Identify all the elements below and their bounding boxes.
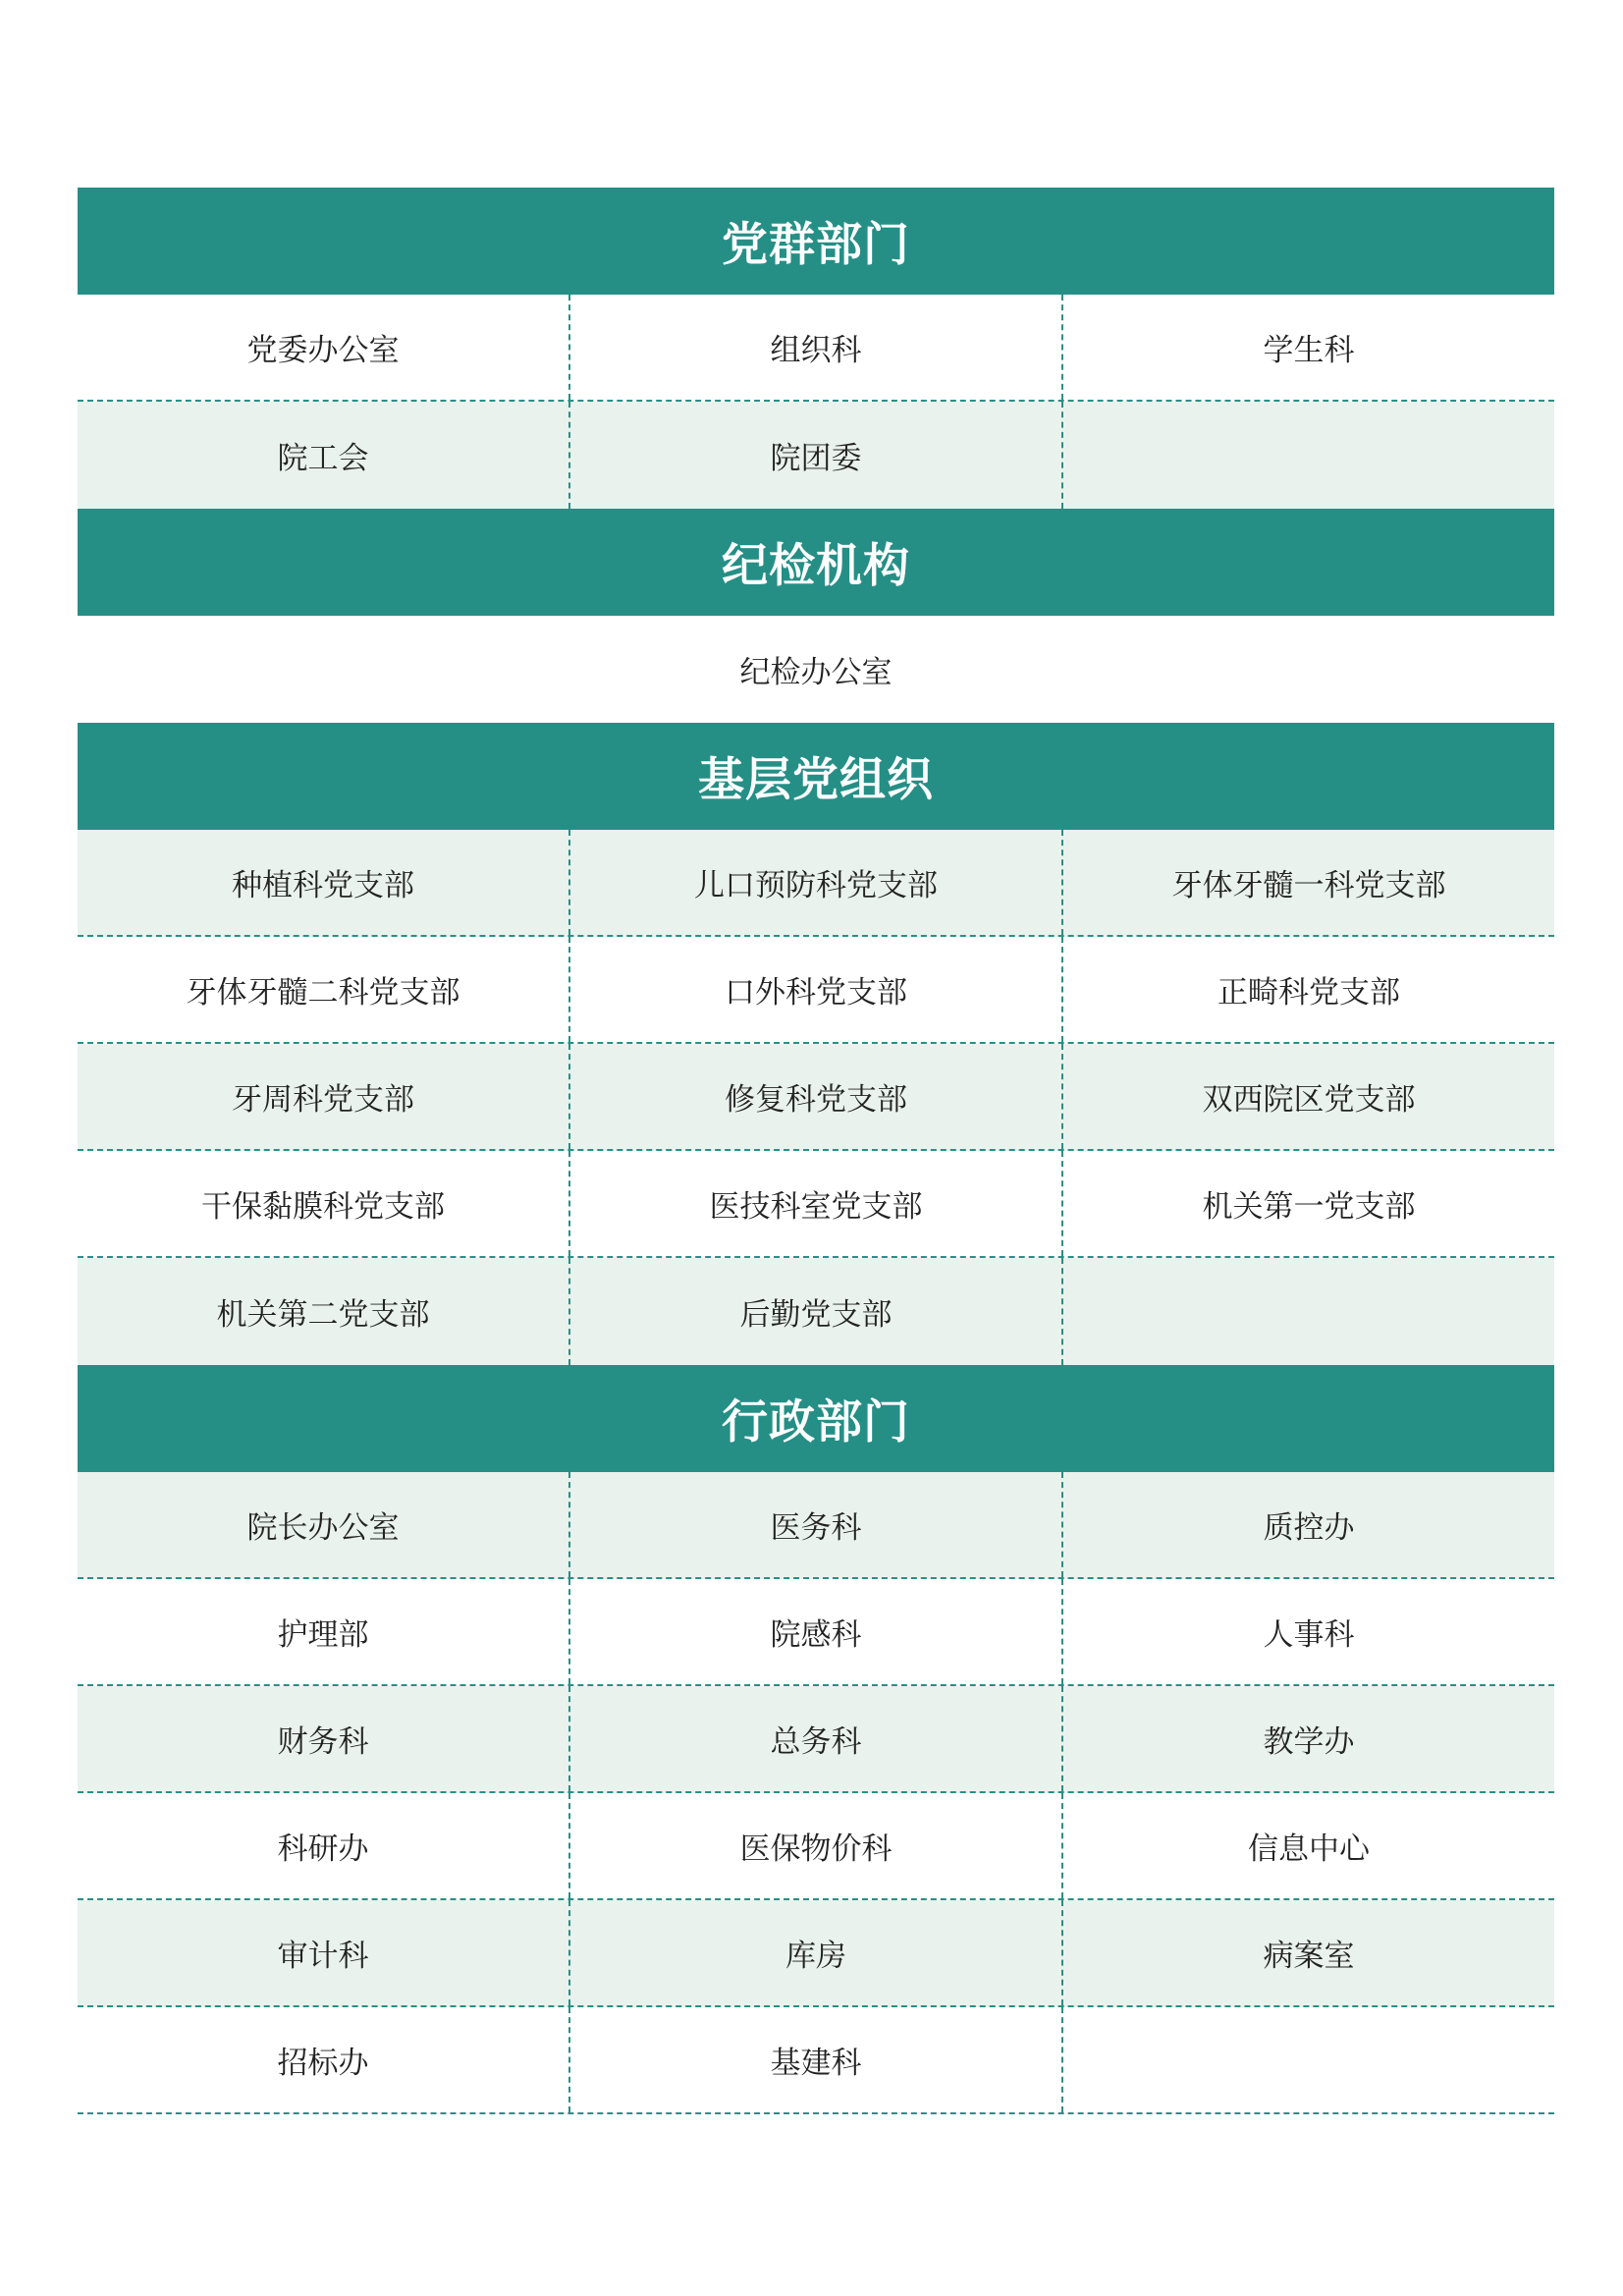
table-row: [78, 295, 1554, 402]
department-cell: 财务科: [277, 1724, 369, 1760]
table-row: [78, 1472, 1554, 1579]
department-cell: 院工会: [277, 441, 369, 476]
department-cell: 医务科: [568, 1472, 1061, 1577]
table-row: [78, 1686, 1554, 1793]
table-row: [78, 1579, 1554, 1686]
department-cell: 种植科党支部: [232, 868, 414, 903]
department-cell: 院感科: [568, 1579, 1061, 1684]
department-cell: 牙周科党支部: [232, 1082, 414, 1118]
department-cell: 机关第一党支部: [1061, 1151, 1554, 1256]
table-row: [78, 402, 1554, 509]
department-cell: 医保物价科: [568, 1793, 1061, 1898]
department-cell: 总务科: [568, 1686, 1061, 1791]
department-cell: 教学办: [1061, 1686, 1554, 1791]
department-cell: 科研办: [277, 1831, 369, 1867]
department-cell: 审计科: [277, 1939, 369, 1974]
department-cell: 双西院区党支部: [1061, 1044, 1554, 1149]
department-cell: 学生科: [1061, 295, 1554, 400]
department-cell: 组织科: [568, 295, 1061, 400]
department-cell: 纪检办公室: [739, 655, 893, 690]
department-cell: 口外科党支部: [568, 937, 1061, 1042]
department-cell: 库房: [568, 1900, 1061, 2005]
table-row: [78, 830, 1554, 937]
department-cell-empty: [1061, 2007, 1554, 2112]
department-cell: 院团委: [568, 402, 1061, 509]
section-header-discipline: 纪检机构: [78, 509, 1554, 616]
table-row: [78, 1900, 1554, 2007]
department-cell: 修复科党支部: [568, 1044, 1061, 1149]
department-cell: 干保黏膜科党支部: [201, 1189, 445, 1225]
department-cell: 人事科: [1061, 1579, 1554, 1684]
department-cell: 机关第二党支部: [216, 1297, 430, 1333]
table-row: [78, 1258, 1554, 1365]
department-cell-empty: [1061, 1258, 1554, 1365]
table-row: [78, 1044, 1554, 1151]
table-row: [78, 937, 1554, 1044]
table-row: [78, 616, 1554, 723]
section-header-administrative: 行政部门: [78, 1365, 1554, 1472]
department-cell: 后勤党支部: [568, 1258, 1061, 1365]
department-cell-empty: [1061, 402, 1554, 509]
table-row: [78, 2007, 1554, 2114]
section-header-party-mass: 党群部门: [78, 188, 1554, 295]
department-cell: 牙体牙髓二科党支部: [186, 975, 460, 1011]
department-cell: 医技科室党支部: [568, 1151, 1061, 1256]
department-cell: 招标办: [277, 2046, 369, 2081]
department-cell: 信息中心: [1061, 1793, 1554, 1898]
table-row: [78, 1151, 1554, 1258]
department-cell: 基建科: [568, 2007, 1061, 2112]
department-cell: 党委办公室: [246, 333, 400, 368]
section-header-grassroots-party: 基层党组织: [78, 723, 1554, 830]
department-cell: 院长办公室: [246, 1510, 400, 1546]
department-cell: 儿口预防科党支部: [568, 830, 1061, 935]
department-cell: 牙体牙髓一科党支部: [1061, 830, 1554, 935]
department-cell: 质控办: [1061, 1472, 1554, 1577]
department-cell: 正畸科党支部: [1061, 937, 1554, 1042]
department-directory: [78, 188, 1554, 2114]
department-cell: 病案室: [1061, 1900, 1554, 2005]
table-row: [78, 1793, 1554, 1900]
department-cell: 护理部: [277, 1617, 369, 1653]
